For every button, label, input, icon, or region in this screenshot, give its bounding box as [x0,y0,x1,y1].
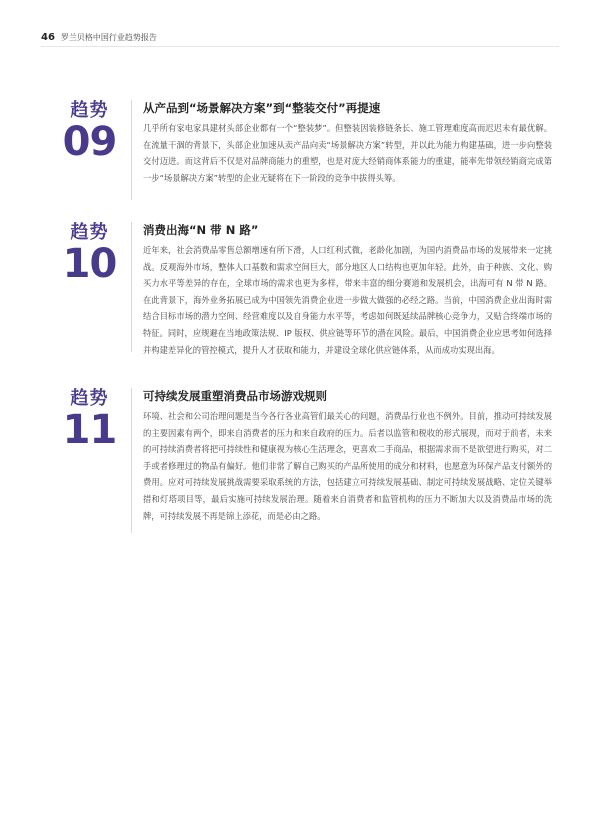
trend-number: 10 [62,241,117,287]
trend-body: 环境、社会和公司治理问题是当今各行各业高管们最关心的问题，消费品行业也不例外。目前，推动可持续发展的主要因素有两个，即来自消费者的压力和来自政府的压力。后者以监管和税收的形式展现，而对于前者，未来的可持续消费者将把可持续性和健康视为核心生活理念，更喜欢二手商品，根据需求而不是欲望进行购买，对二手或者修理过的物品有偏好。他们非常了解自己购买的产品所使用的成分和材料，也愿意为环保产品支付额外的费用。应对可持续发展挑战需要采取系统的方法，包括建立可持续发展基础、制定可持续发展战略、定位关键举措和灯塔项目等，最后实施可持续发展治理。随着来自消费者和监管机构的压力不断加大以及消费品市场的洗牌，可持续发展不再是锦上添花，而是必由之路。 [143,411,552,521]
trend-divider [131,388,132,533]
header-divider [41,46,559,47]
trend-body: 近年来，社会消费品零售总额增速有所下滑，人口红利式微，老龄化加剧，为国内消费品市场的发展带来一定挑战。反观海外市场，整体人口基数和需求空间巨大，部分地区人口结构也更加年轻。此外，由于种族、文化、购买力水平等差异的存在，全球市场的需求也更为多样，带来丰富的细分赛道和发展机会，出海可有 N 带 N 路。在此背景下，海外业务拓展已成为中国领先消费企业进一步做大做强的必经之路。当前，中国消费企业出海时需结合目标市场的潜力空间、经营难度以及自身能力水平等，考虑如何既延续品牌核心竞争力，又贴合终端市场的特征。同时，应规避在当地政策法规、IP 版权、供应链等环节的潜在风险。最后，中国消费企业应思考如何选择并构建差异化的管控模式，提升人才获取和能力，并建设全球化供应链体系，从而成功实现出海。 [143,245,552,355]
trend-divider [131,222,132,352]
trend-word: 趋势 [70,222,109,243]
trend-word: 趋势 [70,100,109,121]
page-header [41,32,157,43]
trend-number: 11 [62,407,117,453]
trend-body: 几乎所有家电家具建材头部企业都有一个“整装梦”。但整装因装修链条长、施工管理难度高而迟迟未有最优解。在流量干涸的背景下，头部企业加速从卖产品向卖“场景解决方案”转型，并以此为能力构建基础，进一步向整装交付迈进。而这背后不仅是对品牌商能力的重塑，也是对庞大经销商体系能力的重建，能率先带领经销商完成第一步“场景解决方案”转型的企业无疑将在下一阶段的竞争中拔得头筹。 [143,123,552,183]
trend-title: 消费出海“N 带 N 路” [143,223,259,237]
trend-number: 09 [62,119,117,165]
trend-label [62,388,117,453]
trend-label [62,222,117,287]
trend-title: 从产品到“场景解决方案”到“整装交付”再提速 [143,101,381,115]
trend-title: 可持续发展重塑消费品市场游戏规则 [143,389,327,403]
trend-label [62,100,117,165]
trend-divider [131,100,132,200]
page-number: 46 [41,32,55,43]
trend-word: 趋势 [70,388,109,409]
report-title: 罗兰贝格中国行业趋势报告 [60,33,157,42]
